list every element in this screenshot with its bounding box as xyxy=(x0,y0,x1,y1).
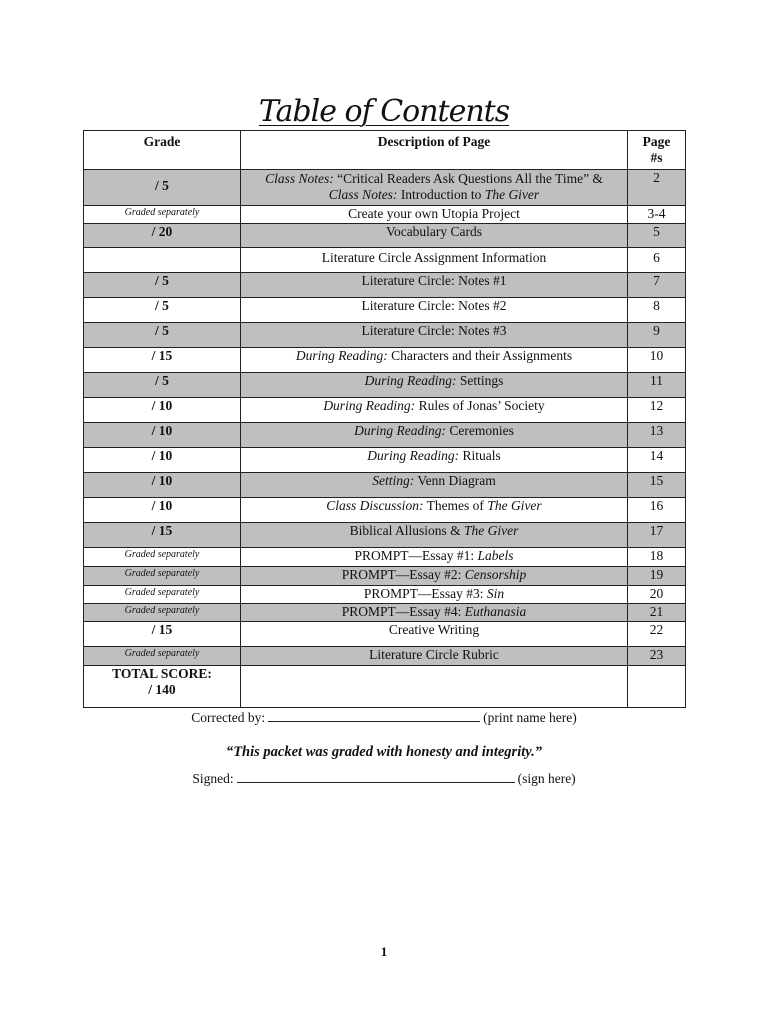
description-cell: Creative Writing xyxy=(241,622,628,647)
table-row xyxy=(84,248,686,273)
description-cell: Class Notes: “Critical Readers Ask Questions All the Time” & Class Notes: Introduction to The Giver xyxy=(241,170,628,206)
grade-cell: / 5 xyxy=(84,170,241,206)
grade-cell xyxy=(84,248,241,273)
table-row xyxy=(84,373,686,398)
grade-cell: / 5 xyxy=(84,298,241,323)
description-cell: PROMPT—Essay #2: Censorship xyxy=(241,567,628,586)
grade-cell: / 10 xyxy=(84,473,241,498)
grade-cell: Graded separately xyxy=(84,647,241,666)
page-cell: 13 xyxy=(628,423,686,448)
page-cell: 15 xyxy=(628,473,686,498)
table-row xyxy=(84,273,686,298)
table-row xyxy=(84,224,686,248)
grade-cell: / 5 xyxy=(84,323,241,348)
grade-cell: Graded separately xyxy=(84,586,241,604)
table-row xyxy=(84,206,686,224)
description-cell: During Reading: Characters and their Assignments xyxy=(241,348,628,373)
grade-cell: / 15 xyxy=(84,622,241,647)
table-header-row xyxy=(84,131,686,170)
table-row xyxy=(84,448,686,473)
table-row xyxy=(84,473,686,498)
total-score-cell: TOTAL SCORE: / 140 xyxy=(84,666,241,708)
corrected-by-line: Corrected by: (print name here) xyxy=(191,710,577,725)
table-row xyxy=(84,567,686,586)
description-cell: During Reading: Rules of Jonas’ Society xyxy=(241,398,628,423)
grade-cell: / 10 xyxy=(84,448,241,473)
description-cell: Literature Circle: Notes #3 xyxy=(241,323,628,348)
page-cell: 23 xyxy=(628,647,686,666)
table-row xyxy=(84,348,686,373)
page-cell: 19 xyxy=(628,567,686,586)
page-cell: 17 xyxy=(628,523,686,548)
page-cell: 6 xyxy=(628,248,686,273)
description-cell: Literature Circle Rubric xyxy=(241,647,628,666)
description-cell: Literature Circle Assignment Information xyxy=(241,248,628,273)
page-cell: 3-4 xyxy=(628,206,686,224)
grade-cell: / 15 xyxy=(84,348,241,373)
page-cell: 7 xyxy=(628,273,686,298)
page-cell: 16 xyxy=(628,498,686,523)
table-row xyxy=(84,170,686,206)
page-cell: 14 xyxy=(628,448,686,473)
grade-cell: Graded separately xyxy=(84,548,241,567)
page-cell: 11 xyxy=(628,373,686,398)
description-cell: Biblical Allusions & The Giver xyxy=(241,523,628,548)
description-cell: PROMPT—Essay #3: Sin xyxy=(241,586,628,604)
grade-cell: / 10 xyxy=(84,398,241,423)
table-row xyxy=(84,298,686,323)
grade-cell: / 10 xyxy=(84,498,241,523)
grade-cell: Graded separately xyxy=(84,206,241,224)
description-cell: During Reading: Settings xyxy=(241,373,628,398)
table-row xyxy=(84,323,686,348)
corrected-by-blank[interactable] xyxy=(268,720,480,722)
page-number: 1 xyxy=(380,944,388,959)
description-cell: PROMPT—Essay #1: Labels xyxy=(241,548,628,567)
total-row xyxy=(84,666,686,708)
page-header: Page #s xyxy=(628,131,686,170)
description-cell: Class Discussion: Themes of The Giver xyxy=(241,498,628,523)
toc-table xyxy=(83,130,686,708)
grade-cell: / 5 xyxy=(84,273,241,298)
description-cell: Create your own Utopia Project xyxy=(241,206,628,224)
page-cell: 9 xyxy=(628,323,686,348)
table-row xyxy=(84,586,686,604)
page-cell: 18 xyxy=(628,548,686,567)
page-cell: 22 xyxy=(628,622,686,647)
description-cell: Literature Circle: Notes #1 xyxy=(241,273,628,298)
signed-line: Signed: (sign here) xyxy=(192,771,576,786)
grade-cell: / 10 xyxy=(84,423,241,448)
description-cell: During Reading: Rituals xyxy=(241,448,628,473)
description-header: Description of Page xyxy=(241,131,628,170)
page-cell: 20 xyxy=(628,586,686,604)
description-cell: Setting: Venn Diagram xyxy=(241,473,628,498)
grade-cell: / 5 xyxy=(84,373,241,398)
total-page-cell xyxy=(628,666,686,708)
table-row xyxy=(84,498,686,523)
description-cell: Literature Circle: Notes #2 xyxy=(241,298,628,323)
table-row xyxy=(84,604,686,622)
table-row xyxy=(84,423,686,448)
grade-cell: / 15 xyxy=(84,523,241,548)
page-cell: 5 xyxy=(628,224,686,248)
grade-cell: Graded separately xyxy=(84,604,241,622)
total-description-cell xyxy=(241,666,628,708)
grade-header: Grade xyxy=(84,131,241,170)
page-cell: 21 xyxy=(628,604,686,622)
description-cell: Vocabulary Cards xyxy=(241,224,628,248)
page-cell: 12 xyxy=(628,398,686,423)
description-cell: During Reading: Ceremonies xyxy=(241,423,628,448)
table-row xyxy=(84,398,686,423)
table-row xyxy=(84,523,686,548)
grade-cell: Graded separately xyxy=(84,567,241,586)
page-cell: 2 xyxy=(628,170,686,206)
table-row xyxy=(84,647,686,666)
page-cell: 8 xyxy=(628,298,686,323)
table-row xyxy=(84,548,686,567)
table-row xyxy=(84,622,686,647)
page-cell: 10 xyxy=(628,348,686,373)
description-cell: PROMPT—Essay #4: Euthanasia xyxy=(241,604,628,622)
grade-cell: / 20 xyxy=(84,224,241,248)
page-title: Table of Contents xyxy=(258,94,510,129)
integrity-pledge: “This packet was graded with honesty and integrity.” xyxy=(225,744,543,760)
signature-blank[interactable] xyxy=(237,781,515,783)
